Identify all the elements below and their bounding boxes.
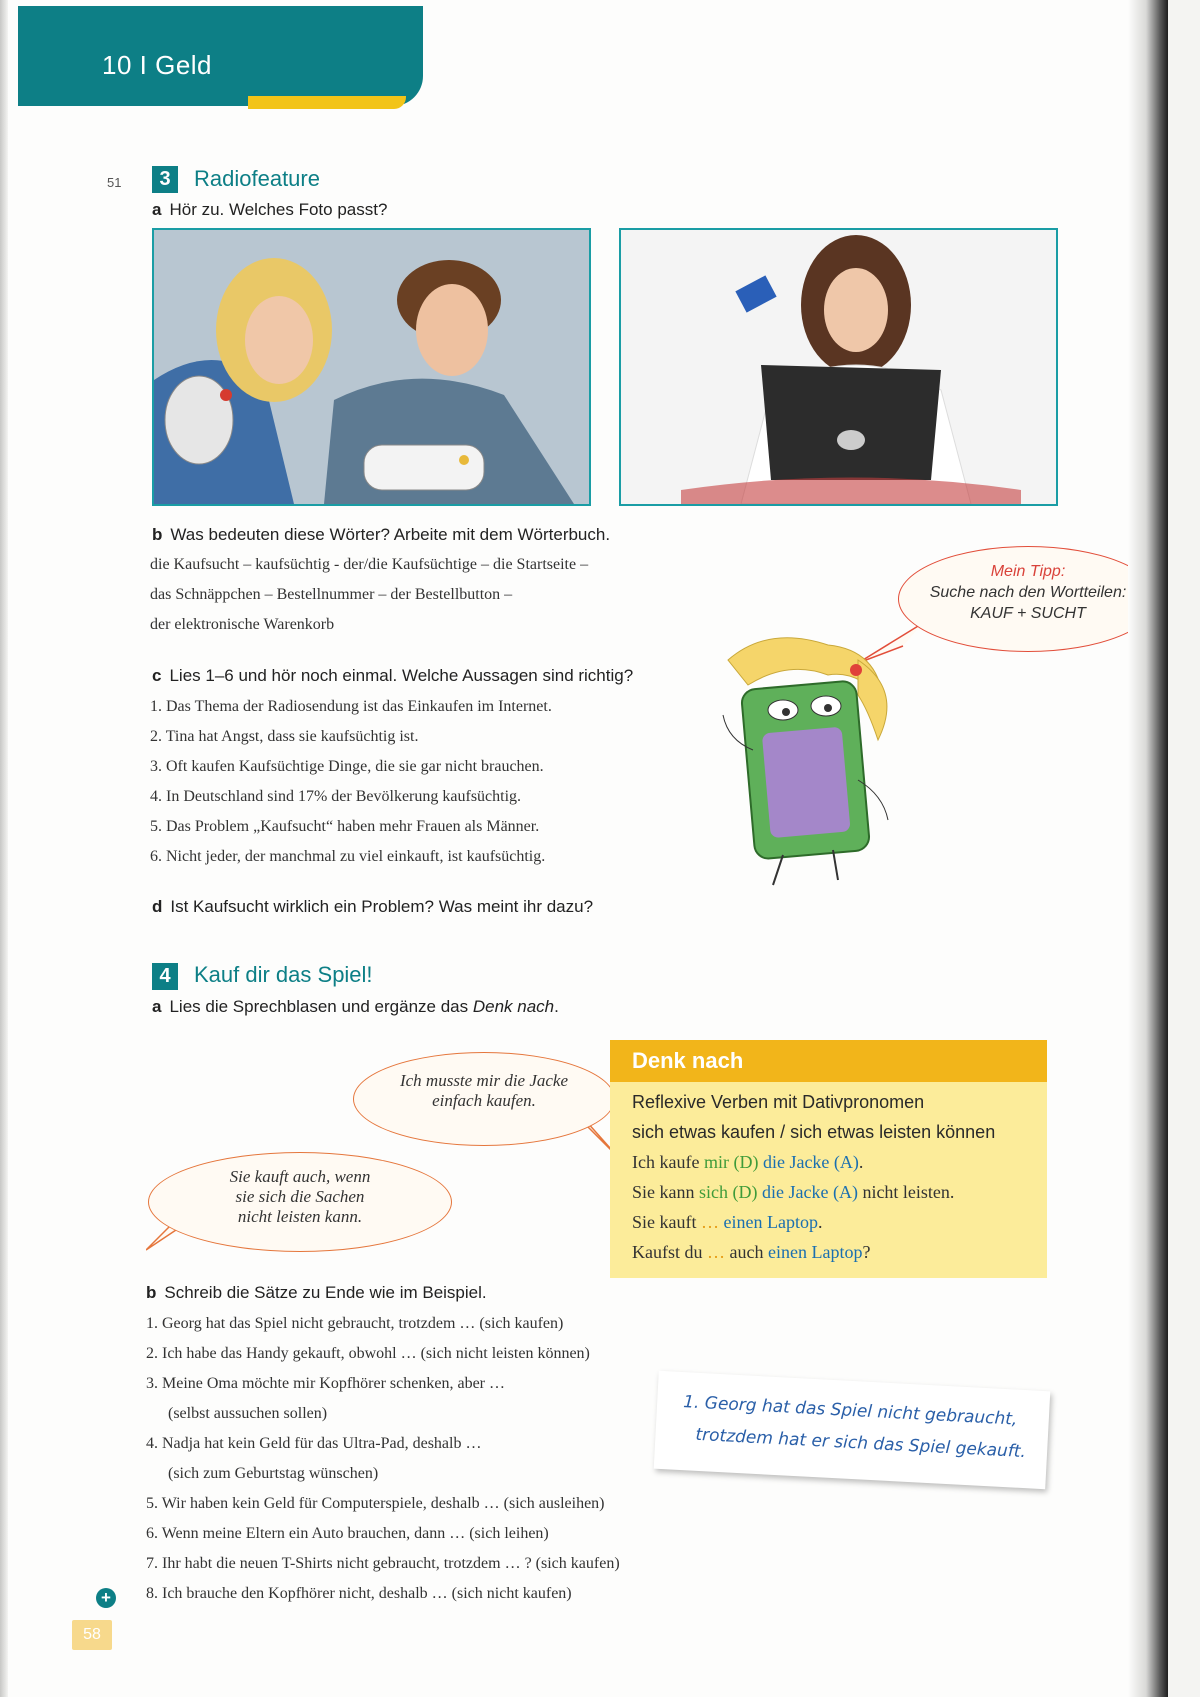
speech-bubble-text: Sie kauft auch, wenn xyxy=(229,1167,371,1186)
accusative-object: einen Laptop xyxy=(767,1242,863,1262)
example-answer-line: trotzdem hat er sich das Spiel gekauft. xyxy=(695,1424,1027,1463)
gap-marker: … xyxy=(707,1242,725,1262)
online-shopping-illustration xyxy=(621,230,1056,504)
accusative-object: die Jacke (A) xyxy=(758,1152,859,1172)
sentence-item: 2. Ich habe das Handy gekauft, obwohl … (sich nicht leisten können) xyxy=(146,1345,590,1362)
text-span: auch xyxy=(725,1242,768,1262)
task-text: Hör zu. Welches Foto passt? xyxy=(169,200,388,219)
tablet-mascot-icon xyxy=(708,630,908,890)
task-b xyxy=(146,1283,487,1303)
speech-bubble-text: einfach kaufen. xyxy=(432,1091,536,1110)
sentence-item: 5. Wir haben kein Geld für Computerspiele, deshalb … (sich ausleihen) xyxy=(146,1495,605,1512)
sentence-item: 4. Nadja hat kein Geld für das Ultra-Pad, deshalb … xyxy=(146,1435,482,1452)
task-b xyxy=(152,525,610,545)
denk-nach-heading: Reflexive Verben mit Dativpronomen xyxy=(632,1092,925,1112)
speech-bubble xyxy=(353,1052,615,1146)
header-accent xyxy=(248,96,406,109)
example-answer-line: 1. Georg hat das Spiel nicht gebraucht, xyxy=(682,1392,1018,1430)
statement-item: 3. Oft kaufen Kaufsüchtige Dinge, die sie gar nicht brauchen. xyxy=(150,758,544,775)
task-a xyxy=(152,200,387,220)
page-number: 58 xyxy=(72,1620,112,1650)
text-span: Sie kann xyxy=(632,1182,699,1202)
text-span: Kaufst du xyxy=(632,1242,707,1262)
exercise-title: Kauf dir das Spiel! xyxy=(194,962,373,987)
task-a xyxy=(152,997,559,1017)
vocab-line: der elektronische Warenkorb xyxy=(150,616,335,633)
photo-online-shopping xyxy=(619,228,1058,506)
task-letter: c xyxy=(152,666,162,685)
sentence-item-hint: (selbst aussuchen sollen) xyxy=(168,1405,328,1422)
task-text: Schreib die Sätze zu Ende wie im Beispiel. xyxy=(164,1283,487,1302)
task-letter: a xyxy=(152,200,162,219)
task-text: Lies die Sprechblasen und ergänze das xyxy=(169,997,473,1016)
denk-nach-box xyxy=(610,1040,1047,1278)
tip-bubble xyxy=(898,546,1158,652)
task-letter: b xyxy=(146,1283,157,1302)
accusative-object: die Jacke (A) xyxy=(757,1182,858,1202)
sentence-item: 8. Ich brauche den Kopfhörer nicht, deshalb … (sich nicht kaufen) xyxy=(146,1585,572,1602)
sentence-item: 6. Wenn meine Eltern ein Auto brauchen, dann … (sich leihen) xyxy=(146,1525,549,1542)
speech-bubble xyxy=(148,1152,452,1252)
exercise-number-badge: 3 xyxy=(152,166,178,193)
chapter-title: 10 I Geld xyxy=(102,50,213,80)
book-spine-shadow xyxy=(1128,0,1168,1697)
vocab-line: das Schnäppchen – Bestellnummer – der Bestellbutton – xyxy=(150,586,513,603)
sentence-item: 3. Meine Oma möchte mir Kopfhörer schenken, aber … xyxy=(146,1375,505,1392)
denk-nach-example xyxy=(632,1242,870,1263)
exercise-number-badge: 4 xyxy=(152,963,178,990)
task-c xyxy=(152,666,633,686)
denk-nach-title: Denk nach xyxy=(610,1040,1047,1082)
task-text-italic: Denk nach xyxy=(472,997,555,1016)
text-span: Ich kaufe xyxy=(632,1152,704,1172)
denk-nach-line: sich etwas kaufen / sich etwas leisten können xyxy=(632,1122,996,1142)
text-span: . xyxy=(817,1212,823,1232)
accusative-object: einen Laptop xyxy=(719,1212,818,1232)
gaming-teens-illustration xyxy=(154,230,589,504)
plus-icon: + xyxy=(96,1588,116,1608)
task-d xyxy=(152,897,593,917)
sentence-item: 1. Georg hat das Spiel nicht gebraucht, trotzdem … (sich kaufen) xyxy=(146,1315,564,1332)
audio-track-number: 51 xyxy=(107,175,122,190)
statement-item: 5. Das Problem „Kaufsucht“ haben mehr Frauen als Männer. xyxy=(150,818,540,835)
gap-marker: … xyxy=(701,1212,719,1232)
task-text: Ist Kaufsucht wirklich ein Problem? Was meint ihr dazu? xyxy=(170,897,594,916)
tip-text: KAUF + SUCHT xyxy=(970,605,1086,622)
denk-nach-example xyxy=(632,1152,863,1173)
sentence-item-hint: (sich zum Geburtstag wünschen) xyxy=(168,1465,379,1482)
page-left-edge xyxy=(0,0,8,1697)
statement-item: 1. Das Thema der Radiosendung ist das Einkaufen im Internet. xyxy=(150,698,552,715)
statement-item: 2. Tina hat Angst, dass sie kaufsüchtig ist. xyxy=(150,728,419,745)
text-span: nicht leisten. xyxy=(857,1182,955,1202)
denk-nach-example xyxy=(632,1212,822,1233)
dative-pronoun: mir (D) xyxy=(703,1152,759,1172)
photo-gaming-teens xyxy=(152,228,591,506)
task-text: Was bedeuten diese Wörter? Arbeite mit dem Wörterbuch. xyxy=(170,525,611,544)
denk-nach-example xyxy=(632,1182,954,1203)
exercise-title: Radiofeature xyxy=(194,166,320,191)
textbook-page xyxy=(8,0,1168,1697)
task-letter: a xyxy=(152,997,162,1016)
chapter-header-band xyxy=(18,6,423,106)
speech-bubble-text: nicht leisten kann. xyxy=(237,1207,363,1226)
sentence-item: 7. Ihr habt die neuen T-Shirts nicht gebraucht, trotzdem … ? (sich kaufen) xyxy=(146,1555,620,1572)
text-span: Sie kauft xyxy=(632,1212,701,1232)
task-text: . xyxy=(554,997,559,1016)
speech-bubble-text: Ich musste mir die Jacke xyxy=(399,1071,569,1090)
dative-pronoun: sich (D) xyxy=(699,1182,758,1202)
task-text: Lies 1–6 und hör noch einmal. Welche Aussagen sind richtig? xyxy=(169,666,634,685)
statement-item: 6. Nicht jeder, der manchmal zu viel einkauft, ist kaufsüchtig. xyxy=(150,848,546,865)
vocab-line: die Kaufsucht – kaufsüchtig - der/die Kaufsüchtige – die Startseite – xyxy=(150,556,589,573)
speech-bubble-text: sie sich die Sachen xyxy=(235,1187,365,1206)
statement-item: 4. In Deutschland sind 17% der Bevölkerung kaufsüchtig. xyxy=(150,788,522,805)
tip-title: Mein Tipp: xyxy=(990,563,1066,580)
text-span: . xyxy=(858,1152,864,1172)
text-span: ? xyxy=(862,1242,871,1262)
example-answer-note xyxy=(654,1371,1051,1489)
task-letter: d xyxy=(152,897,163,916)
task-letter: b xyxy=(152,525,163,544)
tip-text: Suche nach den Wortteilen: xyxy=(929,584,1127,601)
